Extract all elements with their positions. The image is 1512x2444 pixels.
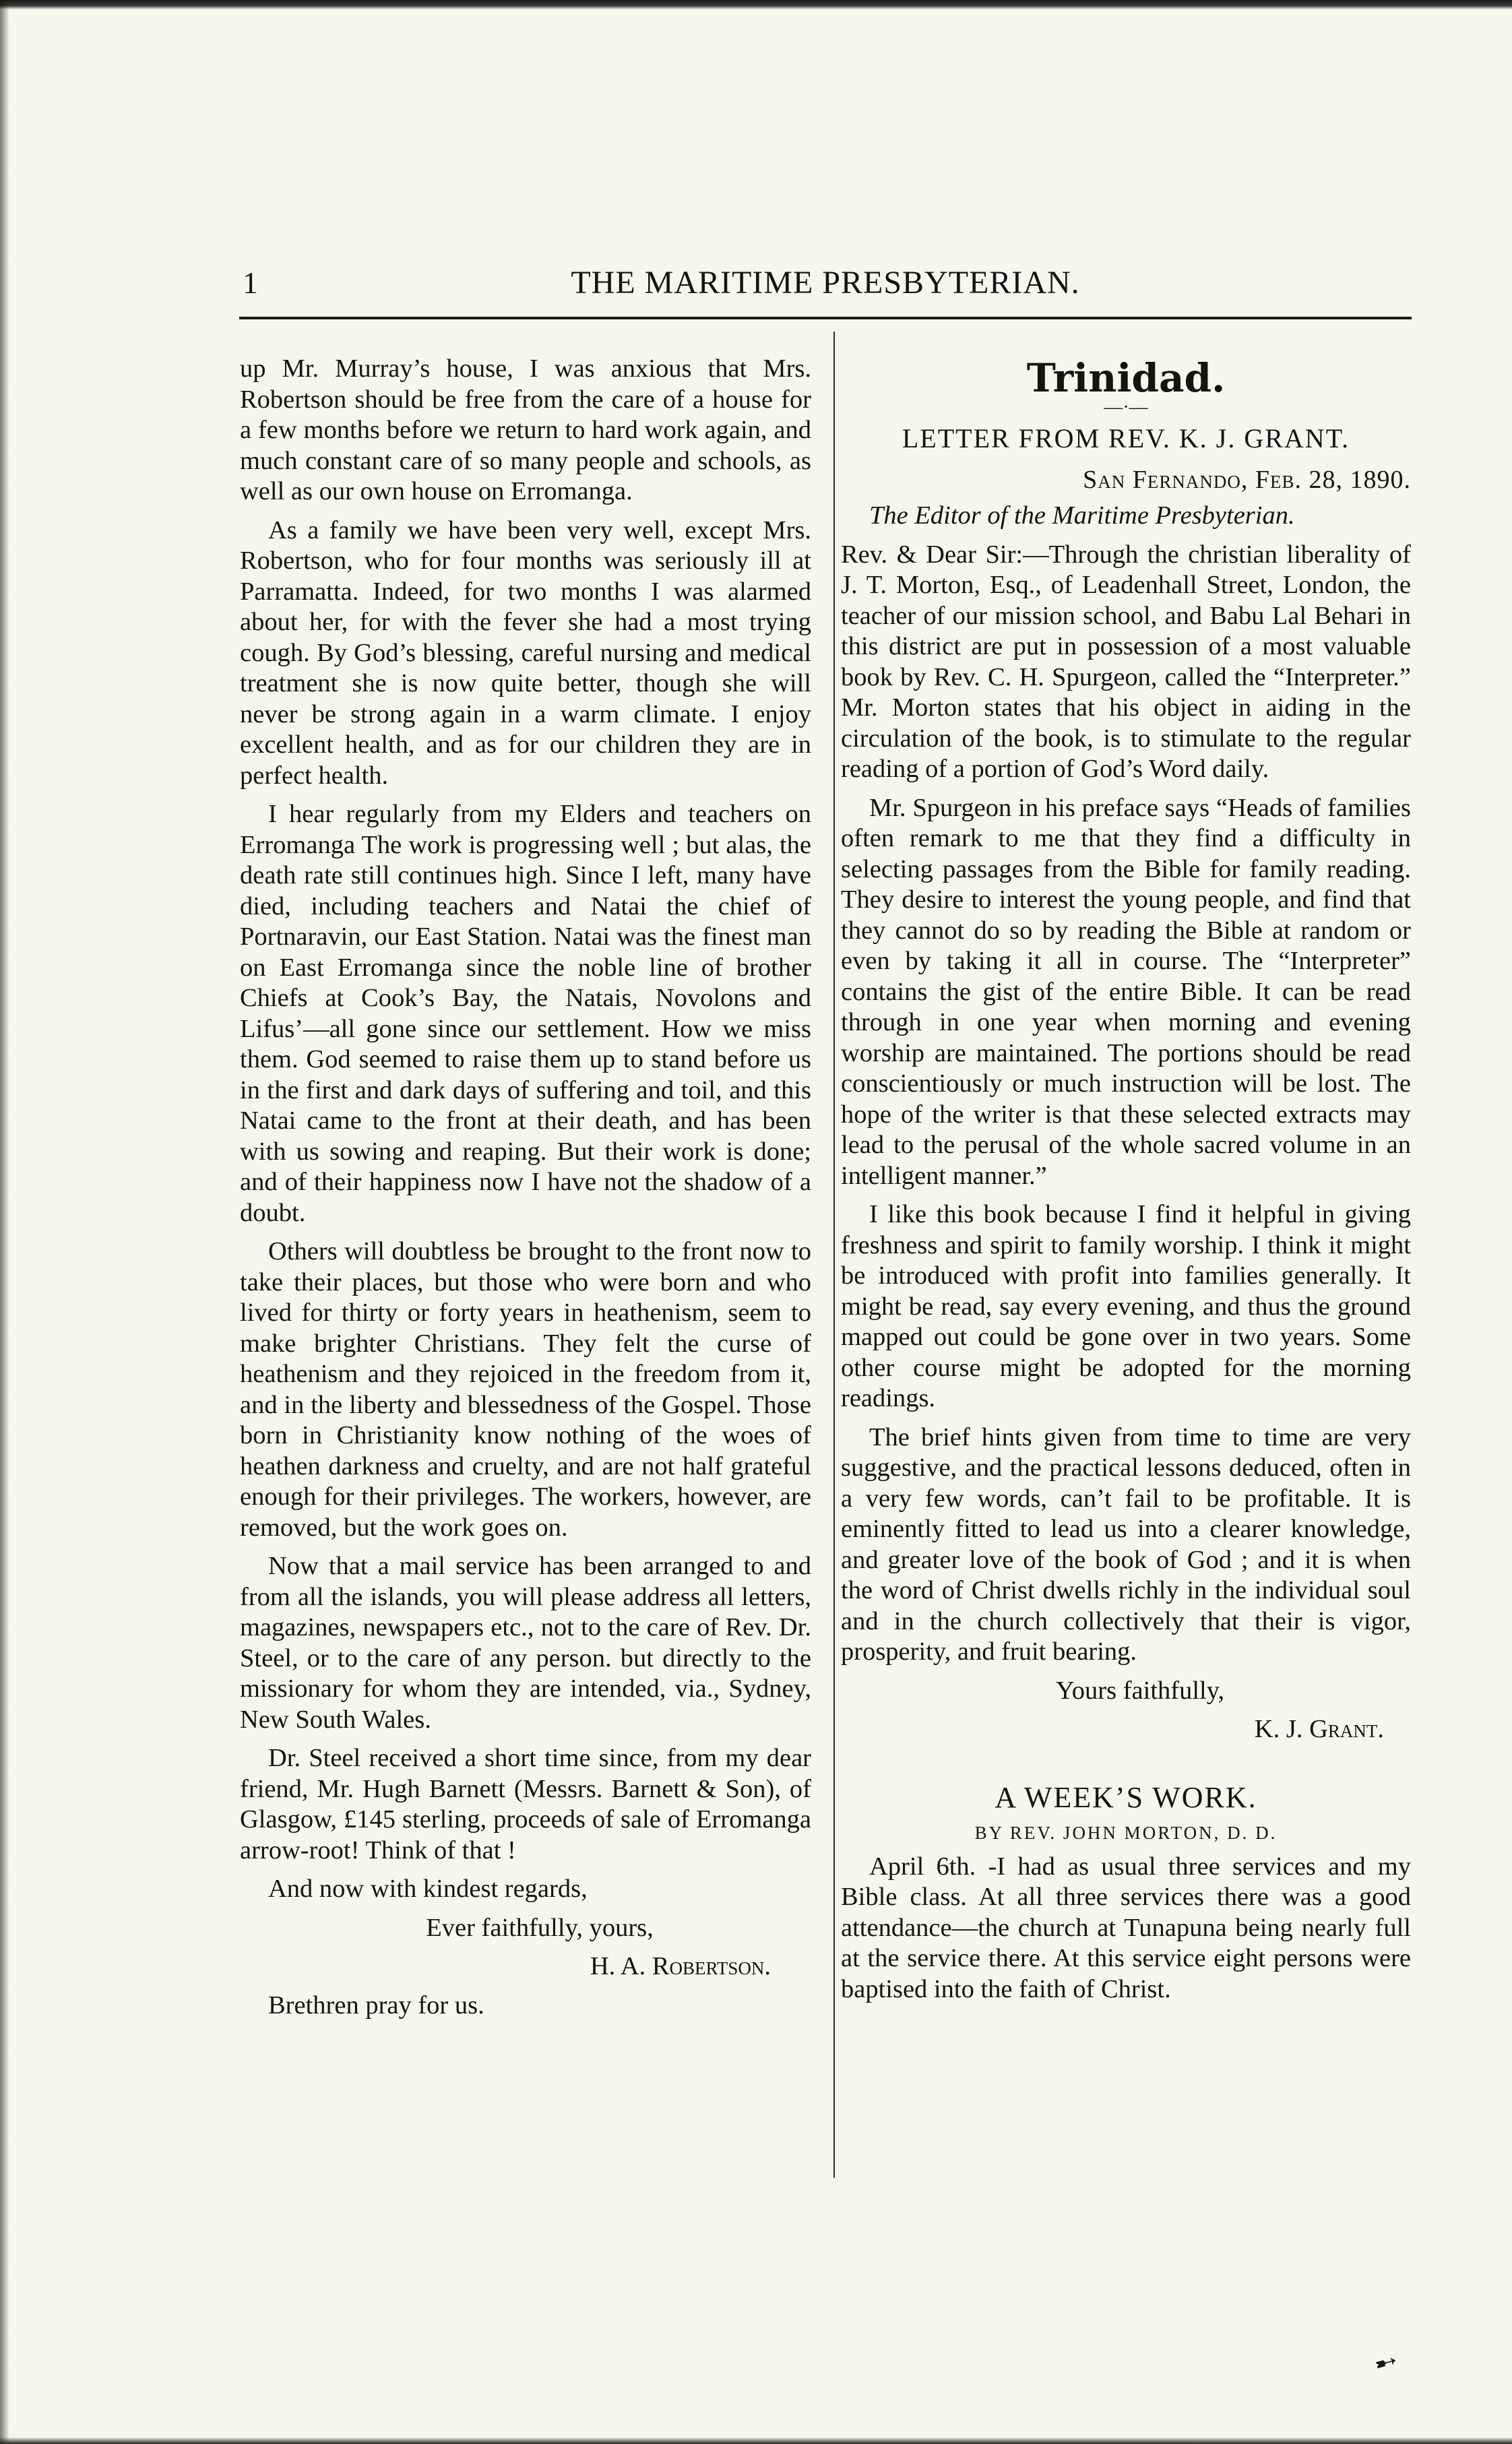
- header-rule: [239, 317, 1412, 319]
- letter-dateline: [841, 463, 1411, 497]
- page-left-edge: [0, 0, 9, 2444]
- page-top-edge: [0, 0, 1512, 9]
- left-closing-yours: Ever faithfully, yours,: [426, 1913, 654, 1942]
- right-signature: K. J. Grant.: [1254, 1715, 1384, 1743]
- printer-mark-icon: ➸: [1371, 2344, 1401, 2380]
- article2-byline: BY REV. JOHN MORTON, D. D.: [974, 1822, 1278, 1843]
- section-title: Trinidad.: [1026, 355, 1226, 401]
- right-paragraph-3: I like this book because I find it helpful in giving freshness and spirit to family worship. I think it might be introduced with profit into families generally. It might be read, say every evening, and thus the ground mapped out could be gone over in two years. Some other course might be adopted for the morning readings.: [841, 1200, 1411, 1412]
- dateline-text: San Fernando, Feb. 28, 1890.: [1083, 466, 1411, 494]
- running-header: [239, 259, 1412, 307]
- left-paragraph-1: up Mr. Murray’s house, I was anxious that Mrs. Robertson should be free from the care of a house for a few months before we return to hard work again, and much constant care of so many people and schools, as well as our own house on Erromanga.: [240, 354, 811, 505]
- left-paragraph-6: Dr. Steel received a short time since, from my dear friend, Mr. Hugh Barnett (Messrs. Barnett & Son), of Glasgow, £145 sterling, proceeds of sale of Erromanga arrow-root! Think of that !: [240, 1744, 811, 1865]
- left-column: [240, 354, 811, 2029]
- page-number: 1: [243, 265, 258, 300]
- right-paragraph-1: Rev. & Dear Sir:—Through the christian liberality of J. T. Morton, Esq., of Leadenhall Street, London, the teacher of our mission school, and Babu Lal Behari in this district are put in possession of a most valuable book by Rev. C. H. Spurgeon, called the “Interpreter.” Mr. Morton states that his object in aiding in the circulation of the book, is to stimulate to the regular reading of a portion of God’s Word daily.: [841, 540, 1411, 783]
- left-paragraph-2: As a family we have been very well, except Mrs. Robertson, who for four months was seriously ill at Parramatta. Indeed, for two months I was alarmed about her, for with the fever she had a most trying cough. By God’s blessing, careful nursing and medical treatment she is now quite better, though she will never be strong again in a warm climate. I enjoy excellent health, and as for our children they are in perfect health.: [240, 515, 811, 790]
- left-paragraph-4: Others will doubtless be brought to the front now to take their places, but those who were born and who lived for thirty or forty years in heathenism, seem to make brighter Christians. They felt the curse of heathenism and they rejoiced in the freedom from it, and in the liberty and blessedness of the Gospel. Those born in Christianity know nothing of the woes of heathen darkness and cruelty, and are not half grateful enough for their privileges. The workers, however, are removed, but the work goes on.: [240, 1237, 811, 1542]
- left-postscript: Brethren pray for us.: [268, 1991, 484, 2019]
- left-paragraph-3: I hear regularly from my Elders and teachers on Erromanga The work is progressing well ; but alas, the death rate still continues high. Since I left, many have died, including teachers and Natai the chief of Portnaravin, our East Station. Natai was the finest man on East Erromanga since the noble line of brother Chiefs at Cook’s Bay, the Natais, Novolons and Lifus’—all gone since our settlement. How we miss them. God seemed to raise them up to stand before us in the first and dark days of suffering and toil, and this Natai came to the front at their death, and has been with us sowing and reaping. But their work is done; and of their happiness now I have not the shadow of a doubt.: [240, 800, 811, 1227]
- page-bottom-edge: [0, 2437, 1512, 2444]
- left-signature: H. A. Robertson.: [590, 1952, 771, 1980]
- journal-title: THE MARITIME PRESBYTERIAN.: [571, 265, 1080, 301]
- left-closing-regards: And now with kindest regards,: [268, 1875, 588, 1903]
- letter-addressee: The Editor of the Maritime Presbyterian.: [869, 501, 1295, 530]
- section-ornament: —·—: [1104, 397, 1148, 418]
- right-closing: Yours faithfully,: [1055, 1676, 1225, 1705]
- right-column: [841, 354, 1411, 2013]
- letter-heading: LETTER FROM REV. K. J. GRANT.: [902, 423, 1350, 453]
- article2-heading: A WEEK’S WORK.: [995, 1780, 1257, 1814]
- right-paragraph-4: The brief hints given from time to time are very suggestive, and the practical lessons deduced, often in a very few words, can’t fail to be profitable. It is eminently fitted to lead us into a clearer knowledge, and greater love of the book of God ; and it is when the word of Christ dwells richly in the individual soul and in the church collectively that their is vigor, prosperity, and fruit bearing.: [841, 1422, 1411, 1666]
- left-paragraph-5: Now that a mail service has been arranged to and from all the islands, you will please address all letters, magazines, newspapers etc., not to the care of Rev. Dr. Steel, or to the care of any person. but directly to the missionary for whom they are intended, via., Sydney, New South Wales.: [240, 1552, 811, 1734]
- right-paragraph-2: Mr. Spurgeon in his preface says “Heads of families often remark to me that they find a difficulty in selecting passages from the Bible for family reading. They desire to interest the young people, and find that they cannot do so by reading the Bible at random or even by taking it all in course. The “Interpreter” contains the gist of the entire Bible. It can be read through in one year when morning and evening worship are maintained. The portions should be read conscientiously or much instruction will be lost. The hope of the writer is that these selected extracts may lead to the perusal of the whole sacred volume in an intelligent manner.”: [841, 793, 1411, 1190]
- article2-paragraph: April 6th. -I had as usual three services and my Bible class. At all three services there was a good attendance—the church at Tunapuna being nearly full at the service there. At this service eight persons were baptised into the faith of Christ.: [841, 1852, 1411, 2003]
- column-divider: [833, 332, 835, 2178]
